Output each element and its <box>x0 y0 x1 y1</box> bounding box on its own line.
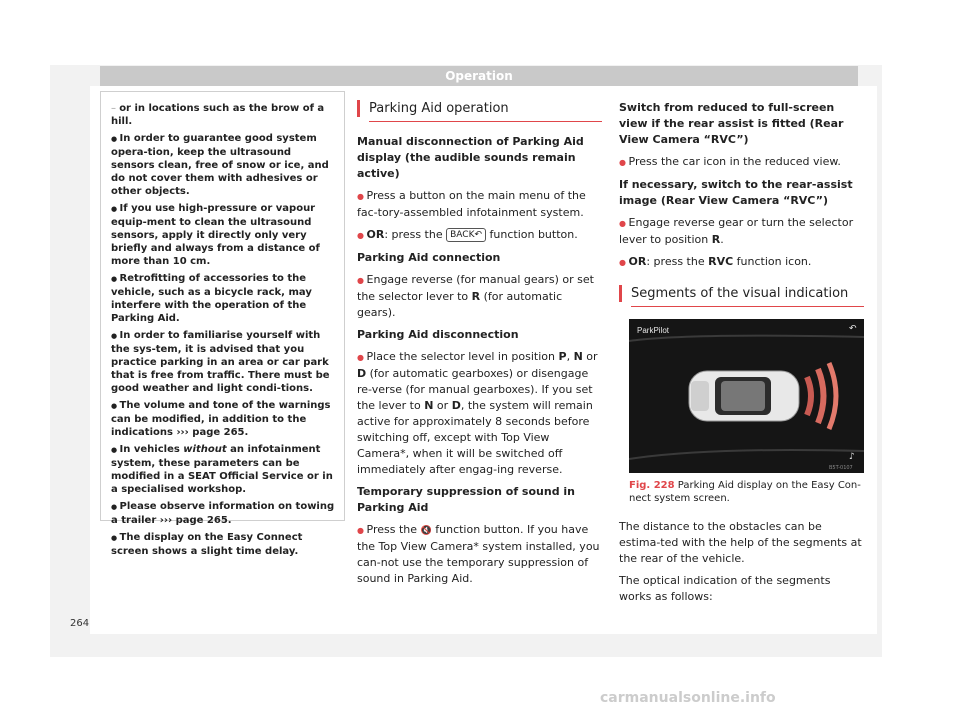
heading-manual-disconnection: Manual disconnection of Parking Aid display (the audible sounds remain active) <box>357 135 584 180</box>
bullet-engage-reverse: ● Engage reverse (for manual gears) or set the selector lever to R (for automatic gears). <box>357 272 602 321</box>
note-line: ● In order to familiarise yourself with the sys-tem, it is advised that you practice parking in an area or car park that is free from traffic. There must be good weather and light condi-tions. <box>111 329 336 395</box>
speaker-icon: ♪ <box>849 452 855 462</box>
heading-temporary-suppression: Temporary suppression of sound in Parking Aid <box>357 485 576 514</box>
heading-connection: Parking Aid connection <box>357 251 501 264</box>
mute-icon: 🔇 <box>420 526 432 536</box>
column-segments <box>619 100 864 611</box>
car-topview-icon <box>689 371 799 421</box>
bullet-selector-position: ● Place the selector level in position P, N or D (for automatic gearboxes) or disengage re-verse (for manual gearboxes). If you set the lever to N or D, the system will remain active for approximately 8 seconds before switching off, except with Top View Camera*, when it will be switched off immediately after engag-ing reverse. <box>357 349 602 478</box>
figure-code: B5T-0107 <box>829 465 853 471</box>
parkpilot-screen <box>629 319 864 473</box>
bullet-rvc-icon: ● OR: press the RVC function icon. <box>619 254 864 271</box>
column-parking-aid-operation <box>357 100 602 593</box>
bullet-press-button: ● Press a button on the main menu of the fac-tory-assembled infotainment system. <box>357 188 602 221</box>
section-header: Operation <box>100 66 858 86</box>
page-number: 264 <box>70 618 90 629</box>
note-line: ● The display on the Easy Connect screen shows a slight time delay. <box>111 531 336 558</box>
note-line: ● In order to guarantee good system opera-tion, keep the ultrasound sensors clean, free of snow or ice, and do not cover them with adhesives or other objects. <box>111 132 336 198</box>
paragraph-distance: The distance to the obstacles can be estima-ted with the help of the segments at the rear of the vehicle. <box>619 520 862 565</box>
section-rule <box>631 306 864 307</box>
footer-watermark: carmanualsonline.info <box>600 690 776 706</box>
note-line: – or in locations such as the brow of a hill. <box>111 102 336 128</box>
note-box <box>100 91 345 557</box>
bullet-back-button: ● OR: press the BACK↶ function button. <box>357 227 602 244</box>
heading-disconnection: Parking Aid disconnection <box>357 328 519 341</box>
parkpilot-figure <box>629 319 864 473</box>
back-icon: ↶ <box>849 324 857 334</box>
note-line: ● Retrofitting of accessories to the vehicle, such as a bicycle rack, may interfere with the operation of the Parking Aid. <box>111 272 336 325</box>
figure-caption: Fig. 228 Parking Aid display on the Easy Con-nect system screen. <box>629 480 861 504</box>
section-rule <box>369 121 602 122</box>
paragraph-optical-indication: The optical indication of the segments works as follows: <box>619 574 831 603</box>
note-line: ● In vehicles without an infotainment system, these parameters can be modified in a SEAT Official Service or in a specialised workshop. <box>111 443 336 496</box>
note-line: ● The volume and tone of the warnings can be modified, in addition to the indications ››› page 265. <box>111 399 336 439</box>
figure-label: ParkPilot <box>637 326 670 335</box>
back-key: BACK↶ <box>446 228 486 242</box>
note-line: ● If you use high-pressure or vapour equip-ment to clean the ultrasound sensors, apply it directly only very briefly and always from a distance of more than 10 cm. <box>111 202 336 268</box>
heading-switch-view: Switch from reduced to full-screen view if the rear assist is fitted (Rear View Camera “RVC”) <box>619 101 844 146</box>
section-title-segments: Segments of the visual indication <box>619 285 864 302</box>
heading-rear-assist: If necessary, switch to the rear-assist image (Rear View Camera “RVC”) <box>619 178 853 207</box>
bullet-engage-reverse-gear: ● Engage reverse gear or turn the selector lever to position R. <box>619 215 864 248</box>
note-line: ● Please observe information on towing a trailer ››› page 265. <box>111 500 336 527</box>
bullet-mute-button: ● Press the 🔇 function button. If you have the Top View Camera* system installed, you can-not use the temporary suppression of sound in Parking Aid. <box>357 522 602 587</box>
section-title-parking-aid-operation: Parking Aid operation <box>357 100 602 117</box>
bullet-press-car-icon: ● Press the car icon in the reduced view. <box>619 154 864 171</box>
